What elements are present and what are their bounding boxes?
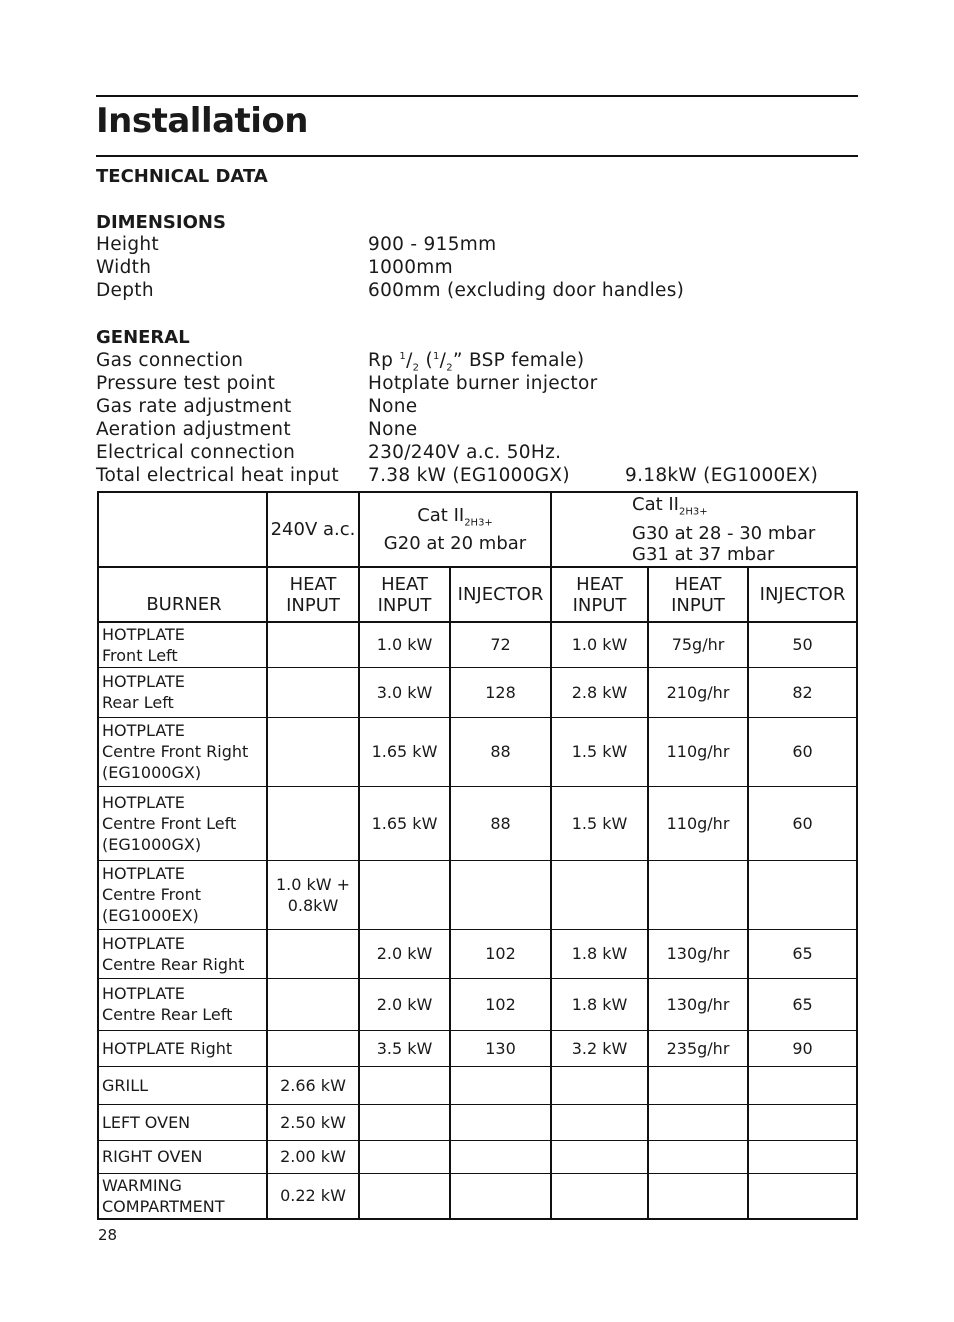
lpg-gas-rate: 110g/hr [648, 786, 748, 860]
burner-line: LEFT OVEN [102, 1112, 191, 1132]
burner-line: Centre Front Right [102, 742, 249, 761]
electric-heat-input [267, 786, 359, 860]
electric-heat-input [267, 622, 359, 667]
heat-input-header: HEAT INPUT [359, 567, 450, 622]
lpg-injector: 60 [748, 717, 857, 786]
lpg-injector: 50 [748, 622, 857, 667]
g20-heat-input [359, 1140, 450, 1173]
lpg-heat-input [551, 1140, 648, 1173]
table-row [98, 978, 857, 1030]
title-rule [96, 155, 858, 157]
gen-value: None [368, 396, 418, 417]
electric-value: 0.22 kW [280, 1186, 346, 1206]
g20-heat-input: 2.0 kW [359, 978, 450, 1030]
g20-injector: 88 [450, 717, 551, 786]
burner-name [98, 978, 267, 1030]
lpg-injector: 82 [748, 667, 857, 717]
lpg-heat-input: 1.5 kW [551, 786, 648, 860]
table-row [98, 1140, 857, 1173]
burner-table [97, 491, 858, 1220]
burner-line: GRILL [102, 1075, 149, 1095]
lpg-injector [748, 1066, 857, 1104]
burner-line: Centre Front [102, 885, 202, 904]
lpg-injector [748, 1104, 857, 1140]
electric-heat-input [267, 978, 359, 1030]
page-number: 28 [98, 1226, 118, 1244]
gen-label: Aeration adjustment [96, 419, 291, 440]
lpg-injector [748, 1140, 857, 1173]
g20-heat-input [359, 1104, 450, 1140]
total-ex: 9.18kW (EG1000EX) [625, 465, 819, 486]
lpg-gas-rate: 110g/hr [648, 717, 748, 786]
lpg-injector: 60 [748, 786, 857, 860]
burner-line: HOTPLATE [102, 624, 185, 644]
burner-line: HOTPLATE [102, 984, 185, 1003]
lpg-gas-rate [648, 1104, 748, 1140]
general-heading: GENERAL [96, 327, 190, 348]
burner-line: (EG1000GX) [102, 834, 202, 854]
heat-input-header: HEAT INPUT [551, 567, 648, 622]
table-row [98, 860, 857, 929]
burner-name [98, 667, 267, 717]
gen-label: Pressure test point [96, 373, 276, 394]
burner-line: (EG1000GX) [102, 763, 202, 782]
lpg-gas-rate: 130g/hr [648, 978, 748, 1030]
burner-line: HOTPLATE Right [102, 1038, 233, 1058]
injector-header: INJECTOR [450, 567, 551, 622]
burner-line: RIGHT OVEN [102, 1147, 203, 1166]
electric-heat-input [267, 1104, 359, 1140]
g20-injector: 88 [450, 786, 551, 860]
g20-heat-input: 1.0 kW [359, 622, 450, 667]
electric-heat-input [267, 929, 359, 978]
volt-header: 240V a.c. [267, 492, 359, 567]
g20-injector: 102 [450, 929, 551, 978]
heat-input-header: HEAT INPUT [267, 567, 359, 622]
burner-line: (EG1000EX) [102, 906, 199, 925]
g20-heat-input [359, 1173, 450, 1219]
dim-label: Width [96, 257, 152, 278]
burner-line: Centre Rear Left [102, 1005, 233, 1024]
lpg-heat-input [551, 1066, 648, 1104]
lpg-heat-input [551, 1173, 648, 1219]
electric-heat-input [267, 1030, 359, 1066]
g20-injector: 128 [450, 667, 551, 717]
lpg-heat-input: 3.2 kW [551, 1030, 648, 1066]
burner-line: HOTPLATE [102, 792, 185, 812]
burner-line: COMPARTMENT [102, 1196, 225, 1216]
heat-input-header: HEAT INPUT [648, 567, 748, 622]
electric-value: 2.00 kW [280, 1147, 346, 1166]
table-row [98, 929, 857, 978]
burner-name [98, 622, 267, 667]
lpg-gas-rate: 235g/hr [648, 1030, 748, 1066]
burner-line: Front Left [102, 645, 178, 665]
electric-heat-input [267, 860, 359, 929]
g20-heat-input: 1.65 kW [359, 786, 450, 860]
table-header-row [98, 492, 857, 567]
g20-heat-input [359, 1066, 450, 1104]
burner-line: HOTPLATE [102, 933, 185, 953]
column-header-row [98, 567, 857, 622]
table-row [98, 1066, 857, 1104]
section-heading: TECHNICAL DATA [96, 166, 268, 187]
g20-injector: 102 [450, 978, 551, 1030]
lpg-gas-rate [648, 1140, 748, 1173]
table-row [98, 717, 857, 786]
injector-header: INJECTOR [748, 567, 857, 622]
dim-value: 900 - 915mm [368, 234, 497, 255]
gen-label: Total electrical heat input [96, 465, 339, 486]
table-row [98, 786, 857, 860]
g20-injector: 72 [450, 622, 551, 667]
lpg-injector: 90 [748, 1030, 857, 1066]
total-gx: 7.38 kW (EG1000GX) [368, 465, 570, 486]
lpg-heat-input: 2.8 kW [551, 667, 648, 717]
electric-heat-input [267, 667, 359, 717]
electric-value: 1.0 kW + [275, 874, 351, 894]
lpg-heat-input: 1.8 kW [551, 929, 648, 978]
gas-connection-value: Rp $^1/_2$ ($^1/_2$” BSP female) [368, 350, 585, 374]
burner-name [98, 1173, 267, 1219]
burner-line: Centre Rear Right [102, 954, 245, 974]
table-row [98, 1104, 857, 1140]
lpg-gas-rate [648, 1066, 748, 1104]
lpg-gas-rate [648, 860, 748, 929]
electric-heat-input [267, 717, 359, 786]
burner-line: HOTPLATE [102, 672, 185, 691]
electric-heat-input [267, 1173, 359, 1219]
burner-name [98, 1030, 267, 1066]
g20-injector: 130 [450, 1030, 551, 1066]
page-title: Installation [96, 101, 309, 141]
burner-name [98, 929, 267, 978]
gen-value: 230/240V a.c. 50Hz. [368, 442, 562, 463]
gen-value: None [368, 419, 418, 440]
gen-label: Gas connection [96, 350, 244, 371]
lpg-heat-input: 1.5 kW [551, 717, 648, 786]
gen-label: Electrical connection [96, 442, 296, 463]
dim-label: Depth [96, 280, 154, 301]
burner-line: HOTPLATE [102, 864, 185, 883]
top-rule [96, 95, 858, 97]
burner-name [98, 717, 267, 786]
cat-lpg-header: Cat $II_{2H3+}$ G30 at 28 - 30 mbar G31 at 37 mbar [551, 492, 857, 567]
g20-heat-input: 1.65 kW [359, 717, 450, 786]
lpg-gas-rate: 130g/hr [648, 929, 748, 978]
burner-name [98, 786, 267, 860]
g20-heat-input [359, 860, 450, 929]
lpg-heat-input: 1.0 kW [551, 622, 648, 667]
electric-value: 0.8kW [287, 895, 339, 915]
dim-value: 1000mm [368, 257, 453, 278]
burner-name [98, 1140, 267, 1173]
electric-value: 2.66 kW [280, 1075, 346, 1095]
dimensions-heading: DIMENSIONS [96, 212, 226, 233]
g20-injector [450, 1066, 551, 1104]
burner-line: Rear Left [102, 693, 174, 712]
electric-heat-input [267, 1066, 359, 1104]
burner-name [98, 1066, 267, 1104]
lpg-injector: 65 [748, 978, 857, 1030]
burner-line: WARMING [102, 1175, 182, 1195]
lpg-injector [748, 1173, 857, 1219]
table-row [98, 1030, 857, 1066]
burner-header: BURNER [98, 567, 267, 622]
g20-heat-input: 2.0 kW [359, 929, 450, 978]
electric-value: 2.50 kW [280, 1112, 346, 1132]
gen-label: Gas rate adjustment [96, 396, 292, 417]
header-blank [98, 492, 267, 567]
table-row [98, 667, 857, 717]
dim-value: 600mm (excluding door handles) [368, 280, 685, 301]
g20-heat-input: 3.5 kW [359, 1030, 450, 1066]
table-row [98, 1173, 857, 1219]
lpg-heat-input [551, 1104, 648, 1140]
g20-injector [450, 860, 551, 929]
g20-heat-input: 3.0 kW [359, 667, 450, 717]
dim-label: Height [96, 234, 159, 255]
burner-name [98, 1104, 267, 1140]
electric-heat-input [267, 1140, 359, 1173]
gen-value: Hotplate burner injector [368, 373, 598, 394]
cat-g20-header: Cat $II_{2H3+}$ G20 at 20 mbar [359, 492, 551, 567]
burner-line: HOTPLATE [102, 721, 185, 740]
lpg-heat-input [551, 860, 648, 929]
table-row [98, 622, 857, 667]
lpg-injector: 65 [748, 929, 857, 978]
burner-line: Centre Front Left [102, 813, 237, 833]
g20-injector [450, 1140, 551, 1173]
lpg-injector [748, 860, 857, 929]
g20-injector [450, 1173, 551, 1219]
g20-injector [450, 1104, 551, 1140]
lpg-heat-input: 1.8 kW [551, 978, 648, 1030]
lpg-gas-rate [648, 1173, 748, 1219]
lpg-gas-rate: 210g/hr [648, 667, 748, 717]
lpg-gas-rate: 75g/hr [648, 622, 748, 667]
burner-name [98, 860, 267, 929]
